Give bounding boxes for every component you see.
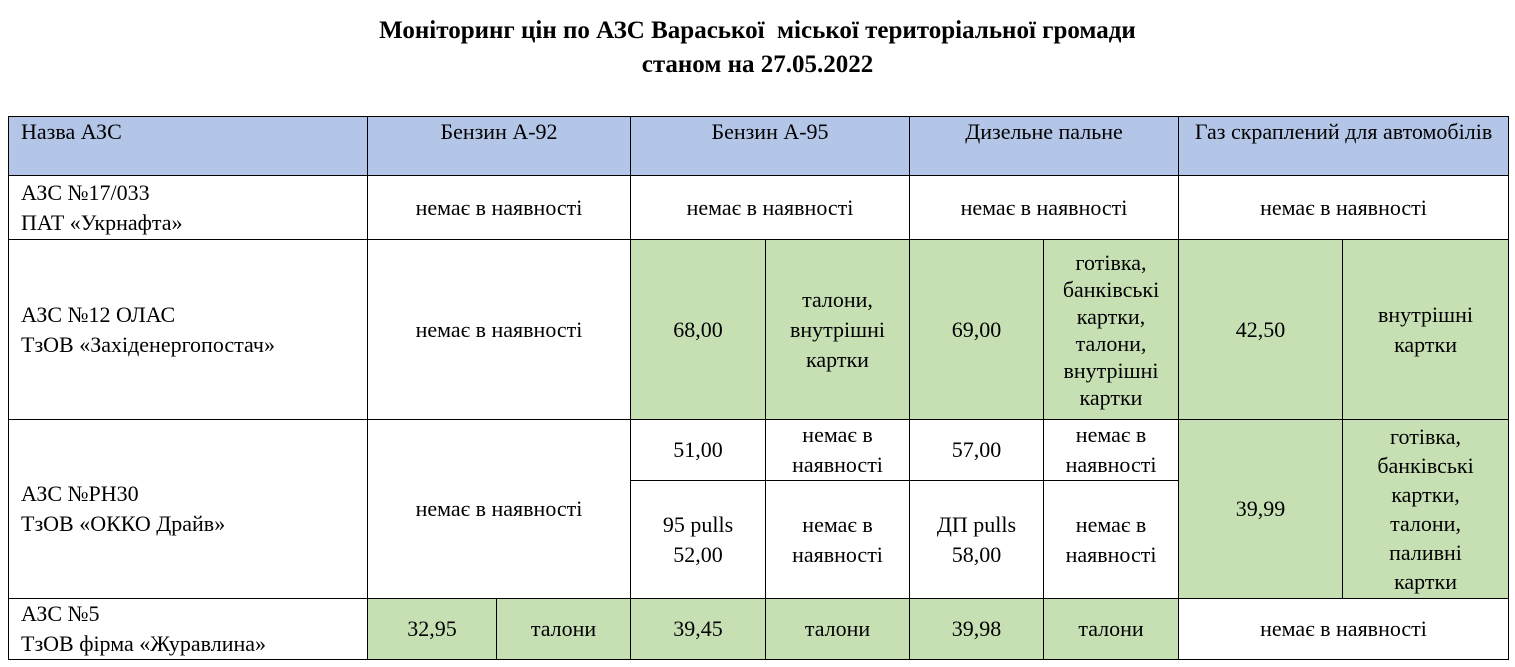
a95-payment: талони bbox=[766, 599, 910, 660]
gas-price: 39,99 bbox=[1179, 420, 1343, 599]
table-row bbox=[9, 176, 1509, 240]
diesel-price: 69,00 bbox=[910, 240, 1044, 420]
table-row bbox=[9, 240, 1509, 420]
diesel-payment: немає в наявності bbox=[1044, 420, 1179, 481]
station-name: АЗС №5 ТзОВ фірма «Журавлина» bbox=[9, 599, 368, 660]
diesel-price: 57,00 bbox=[910, 420, 1044, 481]
diesel-price: 39,98 bbox=[910, 599, 1044, 660]
header-diesel: Дизельне пальне bbox=[910, 117, 1179, 176]
table-header-row bbox=[9, 117, 1509, 176]
gas-cell: немає в наявності bbox=[1179, 176, 1509, 240]
title-line-2: станом на 27.05.2022 bbox=[641, 51, 874, 78]
diesel-cell: немає в наявності bbox=[910, 176, 1179, 240]
gas-price: 42,50 bbox=[1179, 240, 1343, 420]
a95-cell: немає в наявності bbox=[631, 176, 910, 240]
gas-payment: готівка, банківські картки, талони, паливні картки bbox=[1343, 420, 1509, 599]
a95-payment: немає в наявності bbox=[766, 420, 910, 481]
a95-price: 68,00 bbox=[631, 240, 766, 420]
diesel-pulls-price: ДП pulls 58,00 bbox=[910, 481, 1044, 599]
a92-price: 32,95 bbox=[368, 599, 497, 660]
a92-cell: немає в наявності bbox=[368, 240, 631, 420]
diesel-payment: готівка, банківські картки, талони, внутрішні картки bbox=[1044, 240, 1179, 420]
diesel-payment: талони bbox=[1044, 599, 1179, 660]
station-name: АЗС №РН30 ТзОВ «ОККО Драйв» bbox=[9, 420, 368, 599]
header-name: Назва АЗС bbox=[9, 117, 368, 176]
station-name: АЗС №12 ОЛАС ТзОВ «Західенергопостач» bbox=[9, 240, 368, 420]
header-gas: Газ скраплений для автомобілів bbox=[1179, 117, 1509, 176]
diesel-pulls-payment: немає в наявності bbox=[1044, 481, 1179, 599]
a95-payment: талони, внутрішні картки bbox=[766, 240, 910, 420]
a95-pulls-payment: немає в наявності bbox=[766, 481, 910, 599]
fuel-price-table bbox=[8, 116, 1509, 660]
a95-pulls-price: 95 pulls 52,00 bbox=[631, 481, 766, 599]
header-a92: Бензин А-92 bbox=[368, 117, 631, 176]
table-row bbox=[9, 599, 1509, 660]
a92-cell: немає в наявності bbox=[368, 420, 631, 599]
header-a95: Бензин А-95 bbox=[631, 117, 910, 176]
a95-price: 51,00 bbox=[631, 420, 766, 481]
a92-cell: немає в наявності bbox=[368, 176, 631, 240]
page-title bbox=[0, 14, 1515, 82]
station-name: АЗС №17/033 ПАТ «Укрнафта» bbox=[9, 176, 368, 240]
title-line-1: Моніторинг цін по АЗС Вараської міської територіальної громади bbox=[379, 17, 1136, 44]
gas-cell: немає в наявності bbox=[1179, 599, 1509, 660]
gas-payment: внутрішні картки bbox=[1343, 240, 1509, 420]
a92-payment: талони bbox=[497, 599, 631, 660]
table-row bbox=[9, 420, 1509, 481]
a95-price: 39,45 bbox=[631, 599, 766, 660]
